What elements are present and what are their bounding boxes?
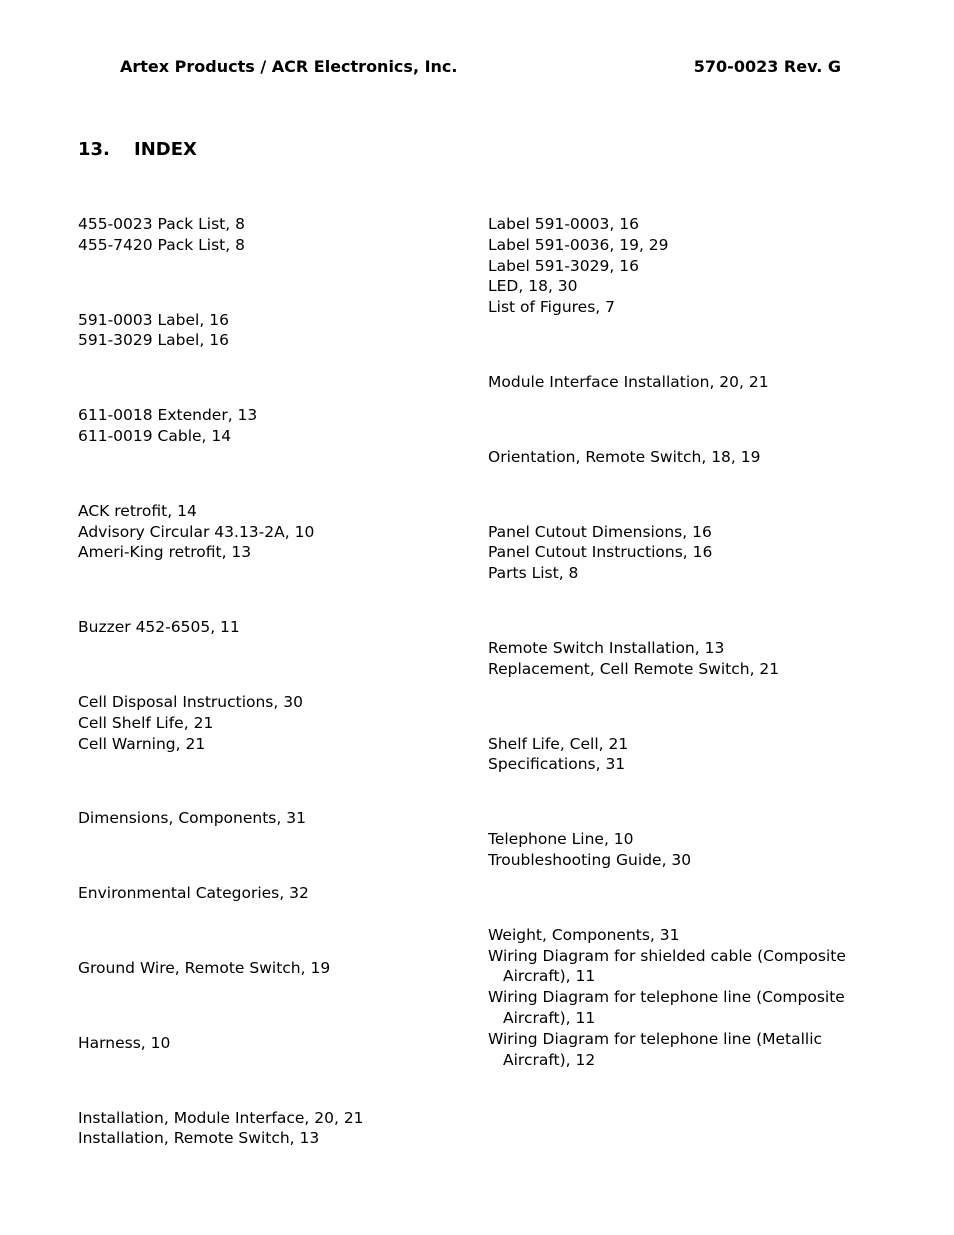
index-entry: Wiring Diagram for telephone line (Metallic Aircraft), 12 [488, 1029, 823, 1069]
index-entry: ACK retrofit, 14 [78, 501, 197, 520]
index-group [488, 522, 848, 584]
index-group [78, 1108, 458, 1150]
index-entry: Wiring Diagram for telephone line (Composite Aircraft), 11 [488, 988, 845, 1027]
index-group [78, 883, 458, 904]
index-entry: Specifications, 31 [488, 755, 626, 774]
index-entry: 611-0018 Extender, 13 [78, 406, 258, 425]
index-group [78, 214, 458, 256]
index-entry: Ameri-King retrofit, 13 [78, 543, 252, 562]
index-entry: Parts List, 8 [488, 564, 579, 583]
index-entry: Panel Cutout Dimensions, 16 [488, 522, 712, 541]
section-number: 13. [78, 139, 110, 160]
index-group [488, 214, 848, 318]
index-group [488, 447, 848, 468]
index-column-right [488, 214, 848, 1124]
section-title: INDEX [134, 139, 197, 160]
index-entry: Module Interface Installation, 20, 21 [488, 372, 769, 391]
index-group [488, 925, 848, 1071]
index-entry: Telephone Line, 10 [488, 830, 634, 849]
index-group [78, 405, 458, 447]
index-group [78, 958, 458, 979]
index-entry: Harness, 10 [78, 1033, 171, 1052]
index-group [488, 638, 848, 680]
index-entry: Dimensions, Components, 31 [78, 809, 306, 828]
index-group [78, 808, 458, 829]
index-group [488, 734, 848, 776]
index-entry: Label 591-0036, 19, 29 [488, 235, 669, 254]
index-group [78, 501, 458, 563]
index-entry: Cell Shelf Life, 21 [78, 713, 214, 732]
index-group [488, 372, 848, 393]
index-entry: Label 591-0003, 16 [488, 215, 639, 233]
index-entry: 591-3029 Label, 16 [78, 331, 229, 350]
index-entry: Installation, Module Interface, 20, 21 [78, 1108, 364, 1127]
index-entry: Weight, Components, 31 [488, 925, 680, 944]
index-entry: LED, 18, 30 [488, 277, 578, 296]
index-entry: Replacement, Cell Remote Switch, 21 [488, 659, 780, 678]
index-group [78, 692, 458, 754]
index-entry: Shelf Life, Cell, 21 [488, 734, 629, 753]
index-entry: 455-7420 Pack List, 8 [78, 235, 245, 254]
index-entry: Advisory Circular 43.13-2A, 10 [78, 522, 315, 541]
index-entry: Buzzer 452-6505, 11 [78, 618, 240, 637]
index-entry: Wiring Diagram for shielded cable (Composite Aircraft), 11 [488, 946, 846, 986]
index-entry: 591-0003 Label, 16 [78, 310, 229, 329]
index-column-left [78, 214, 458, 1203]
index-entry: Label 591-3029, 16 [488, 256, 639, 275]
section-heading [78, 139, 197, 161]
header-doc-number: 570-0023 Rev. G [693, 57, 841, 76]
index-entry: Cell Warning, 21 [78, 734, 206, 753]
index-entry: Ground Wire, Remote Switch, 19 [78, 958, 331, 977]
index-entry: 611-0019 Cable, 14 [78, 426, 232, 445]
header-company: Artex Products / ACR Electronics, Inc. [120, 57, 458, 76]
index-entry: Remote Switch Installation, 13 [488, 638, 725, 657]
index-entry: Orientation, Remote Switch, 18, 19 [488, 447, 761, 466]
index-entry: 455-0023 Pack List, 8 [78, 215, 245, 233]
index-entry: Troubleshooting Guide, 30 [488, 850, 692, 869]
index-entry: List of Figures, 7 [488, 298, 616, 317]
index-group [78, 1033, 458, 1054]
index-entry: Installation, Remote Switch, 13 [78, 1129, 320, 1148]
index-entry: Cell Disposal Instructions, 30 [78, 692, 303, 711]
index-entry: Environmental Categories, 32 [78, 884, 309, 903]
index-entry: Panel Cutout Instructions, 16 [488, 543, 713, 562]
index-group [78, 310, 458, 352]
index-group [78, 617, 458, 638]
index-group [488, 829, 848, 871]
